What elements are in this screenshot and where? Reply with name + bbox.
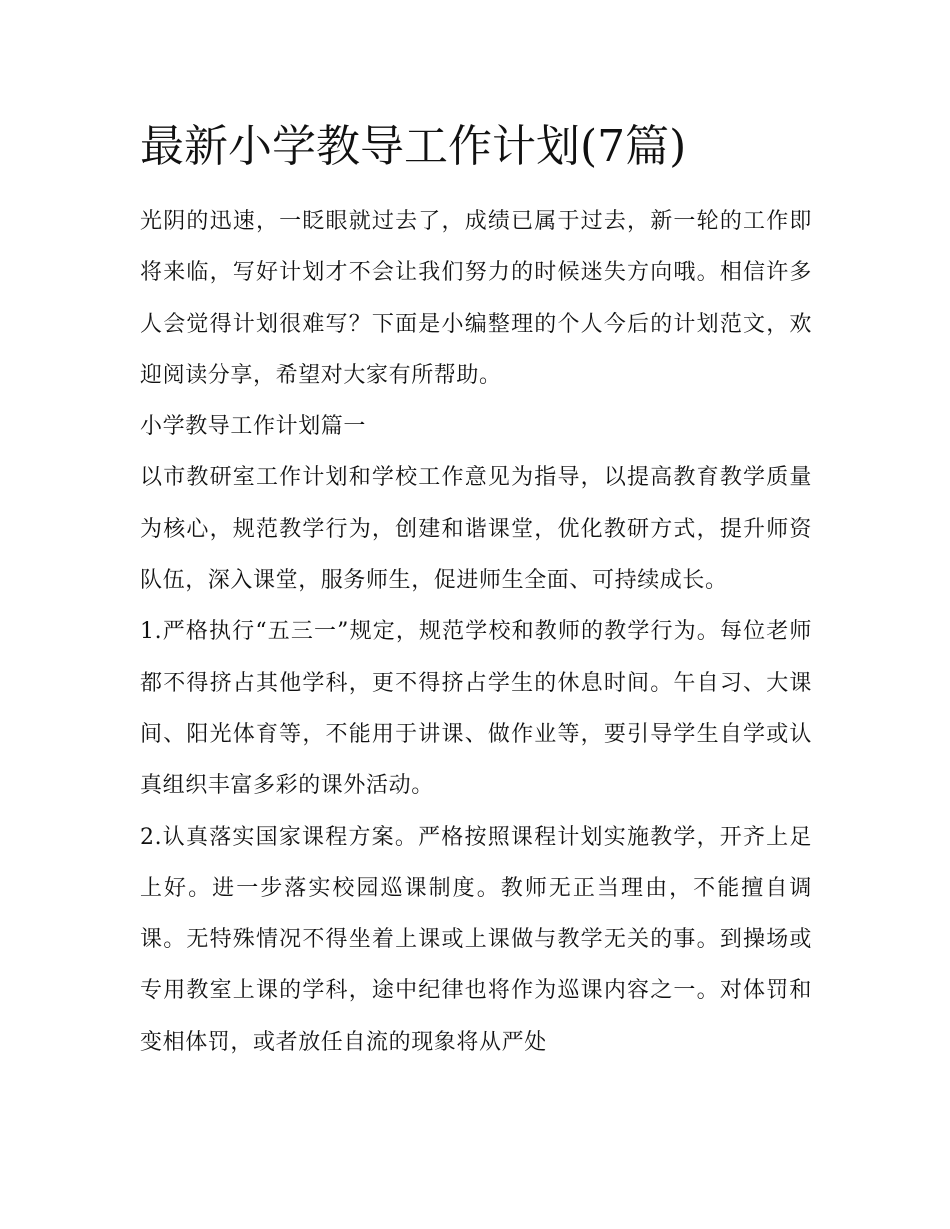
item-1-paragraph: 1.严格执行“五三一”规定，规范学校和教师的教学行为。每位老师都不得挤占其他学科，更不得挤占学生的休息时间。午自习、大课间、阳光体育等，不能用于讲课、做作业等，要引导学生自学或认真组织丰富多彩的课外活动。 <box>140 619 812 799</box>
section-heading: 小学教导工作计划篇一 <box>140 414 367 440</box>
guideline-paragraph: 以市教研室工作计划和学校工作意见为指导，以提高教育教学质量为核心，规范教学行为，创建和谐课堂，优化教研方式，提升师资队伍，深入课堂，服务师生，促进师生全面、可持续成长。 <box>140 465 812 594</box>
intro-paragraph: 光阴的迅速，一眨眼就过去了，成绩已属于过去，新一轮的工作即将来临，写好计划才不会让我们努力的时候迷失方向哦。相信许多人会觉得计划很难写？下面是小编整理的个人今后的计划范文，欢迎阅读分享，希望对大家有所帮助。 <box>140 209 812 388</box>
document-body <box>140 196 812 1068</box>
item-2-paragraph: 2.认真落实国家课程方案。严格按照课程计划实施教学，开齐上足上好。进一步落实校园巡课制度。教师无正当理由，不能擅自调课。无特殊情况不得坐着上课或上课做与教学无关的事。到操场或专用教室上课的学科，途中纪律也将作为巡课内容之一。对体罚和变相体罚，或者放任自流的现象将从严处 <box>140 824 812 1055</box>
document-title: 最新小学教导工作计划(7篇) <box>140 121 687 172</box>
